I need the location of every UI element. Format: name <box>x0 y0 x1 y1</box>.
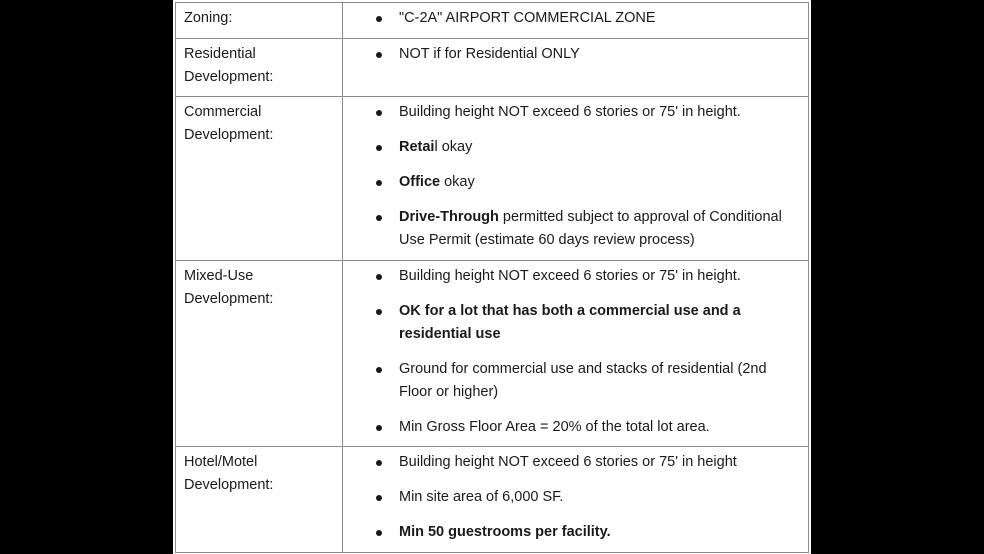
row-content <box>343 261 809 447</box>
table-row-mixed-use <box>176 261 809 447</box>
list-item: OK for a lot that has both a commercial use and a residential use <box>343 300 796 346</box>
row-content <box>343 39 809 97</box>
row-content <box>343 447 809 553</box>
table-row-hotel-motel <box>176 447 809 553</box>
table-row-commercial <box>176 97 809 261</box>
list-item: Office okay <box>343 171 796 194</box>
document-page <box>173 0 811 554</box>
list-item: Min Gross Floor Area = 20% of the total lot area. <box>343 416 796 439</box>
list-item: NOT if for Residential ONLY <box>343 43 796 66</box>
row-label: Zoning: <box>176 3 343 39</box>
zoning-table <box>175 2 809 553</box>
list-item: Building height NOT exceed 6 stories or 75' in height <box>343 451 796 474</box>
list-item: Min 50 guestrooms per facility. <box>343 521 796 544</box>
list-item: "C-2A" AIRPORT COMMERCIAL ZONE <box>343 7 796 30</box>
list-item: Building height NOT exceed 6 stories or 75' in height. <box>343 101 796 124</box>
row-label: Commercial Development: <box>176 97 343 261</box>
row-label: Hotel/Motel Development: <box>176 447 343 553</box>
list-item: Drive-Through permitted subject to approval of Conditional Use Permit (estimate 60 days review process) <box>343 206 796 252</box>
row-label: Mixed-Use Development: <box>176 261 343 447</box>
table-row-residential <box>176 39 809 97</box>
list-item: Retail okay <box>343 136 796 159</box>
table-row-zoning <box>176 3 809 39</box>
list-item: Ground for commercial use and stacks of residential (2nd Floor or higher) <box>343 358 796 404</box>
list-item: Min site area of 6,000 SF. <box>343 486 796 509</box>
list-item: Building height NOT exceed 6 stories or 75' in height. <box>343 265 796 288</box>
row-label: Residential Development: <box>176 39 343 97</box>
row-content <box>343 97 809 261</box>
row-content <box>343 3 809 39</box>
